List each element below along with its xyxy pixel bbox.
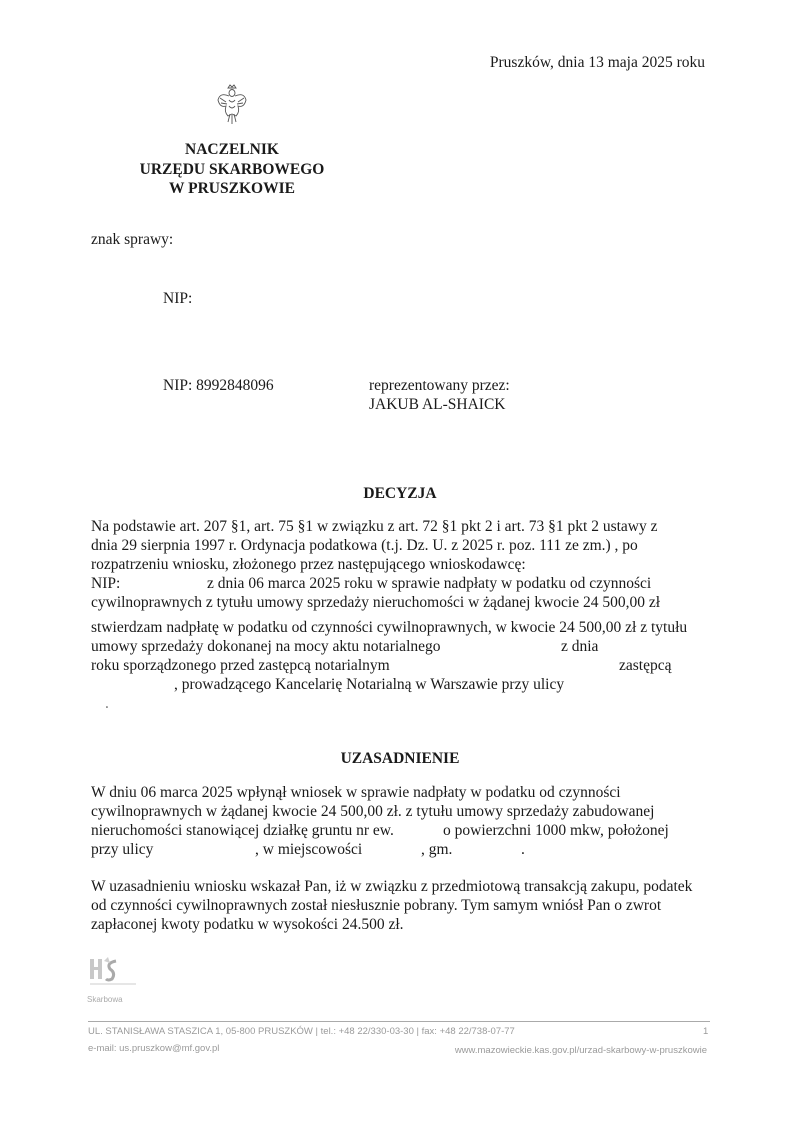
- footer-website[interactable]: www.mazowieckie.kas.gov.pl/urzad-skarbowy-w-pruszkowie: [454, 1045, 707, 1056]
- text-line: od czynności cywilnoprawnych został niesłusznie pobrany. Tym samym wniósł Pan o zwrot: [91, 897, 662, 914]
- justification-paragraph-1: [91, 783, 711, 859]
- text-line: [91, 574, 711, 593]
- text-line: [91, 656, 711, 675]
- representative-name: JAKUB AL-SHAICK: [369, 396, 506, 413]
- text-line: .: [105, 695, 109, 712]
- text-line: [91, 637, 711, 656]
- plot-text: nieruchomości stanowiącej działkę gruntu nr ew.: [91, 822, 394, 839]
- text-line: Na podstawie art. 207 §1, art. 75 §1 w związku z art. 72 §1 pkt 2 i art. 73 §1 pkt 2 ustawy z: [91, 518, 658, 535]
- nip-label: NIP:: [91, 575, 121, 592]
- justification-paragraph-2: [91, 877, 711, 934]
- footer-divider: [88, 1021, 710, 1022]
- sentence-end: .: [521, 841, 525, 858]
- decision-heading: DECYZJA: [363, 485, 437, 502]
- nip-label: NIP:: [163, 290, 193, 307]
- text-line: stwierdzam nadpłatę w podatku od czynności cywilnoprawnych, w kwocie 24 500,00 zł z tytułu: [91, 619, 688, 636]
- document-date: Pruszków, dnia 13 maja 2025 roku: [489, 54, 705, 71]
- party-nip: NIP: 8992848096: [163, 377, 274, 394]
- represented-by-label: reprezentowany przez:: [369, 377, 510, 394]
- notary-text: roku sporządzonego przed zastępcą notarialnym: [91, 657, 390, 674]
- deed-text: umowy sprzedaży dokonanej na mocy aktu notarialnego: [91, 638, 441, 655]
- deputy-label: zastępcą: [619, 657, 672, 674]
- application-date-text: z dnia 06 marca 2025 roku w sprawie nadpłaty w podatku od czynności: [207, 575, 652, 592]
- text-line: [91, 840, 711, 859]
- page-number: 1: [703, 1026, 709, 1037]
- polish-eagle-emblem-icon: [216, 84, 248, 126]
- commune-label: , gm.: [421, 841, 453, 858]
- text-line: , prowadzącego Kancelarię Notarialną w Warszawie przy ulicy: [174, 676, 565, 693]
- decision-body: [91, 517, 711, 713]
- authority-line: W PRUSZKOWIE: [169, 180, 295, 197]
- footer-email[interactable]: e-mail: us.pruszkow@mf.gov.pl: [88, 1043, 220, 1054]
- text-line: rozpatrzeniu wniosku, złożonego przez następującego wnioskodawcę:: [91, 556, 526, 573]
- text-line: zapłaconej kwoty podatku w wysokości 24.500 zł.: [91, 916, 404, 933]
- authority-line: NACZELNIK: [185, 141, 279, 158]
- kas-logo-icon: [86, 955, 146, 1000]
- case-number-label: znak sprawy:: [91, 231, 174, 248]
- text-line: W uzasadnieniu wniosku wskazał Pan, iż w związku z przedmiotową transakcją zakupu, podatek: [91, 878, 693, 895]
- justification-heading: UZASADNIENIE: [340, 750, 460, 767]
- footer-address: UL. STANISŁAWA STASZICA 1, 05-800 PRUSZKÓW | tel.: +48 22/330-03-30 | fax: +48 22/738-07-77: [88, 1026, 515, 1037]
- area-text: o powierzchni 1000 mkw, położonej: [443, 822, 669, 839]
- authority-line: URZĘDU SKARBOWEGO: [139, 160, 325, 178]
- deed-date-label: z dnia: [561, 638, 599, 655]
- text-line: cywilnoprawnych z tytułu umowy sprzedaży nieruchomości w żądanej kwocie 24 500,00 zł: [91, 594, 661, 611]
- text-line: cywilnoprawnych w żądanej kwocie 24 500,00 zł. z tytułu umowy sprzedaży zabudowanej: [91, 803, 655, 820]
- authority-name: [126, 140, 338, 199]
- text-line: dnia 29 sierpnia 1997 r. Ordynacja podatkowa (t.j. Dz. U. z 2025 r. poz. 111 ze zm.) , po: [91, 537, 638, 554]
- text-line: [91, 821, 711, 840]
- text-line: W dniu 06 marca 2025 wpłynął wniosek w sprawie nadpłaty w podatku od czynności: [91, 784, 621, 801]
- logo-caption: Skarbowa: [87, 995, 123, 1004]
- town-label: , w miejscowości: [255, 841, 363, 858]
- street-label: przy ulicy: [91, 841, 154, 858]
